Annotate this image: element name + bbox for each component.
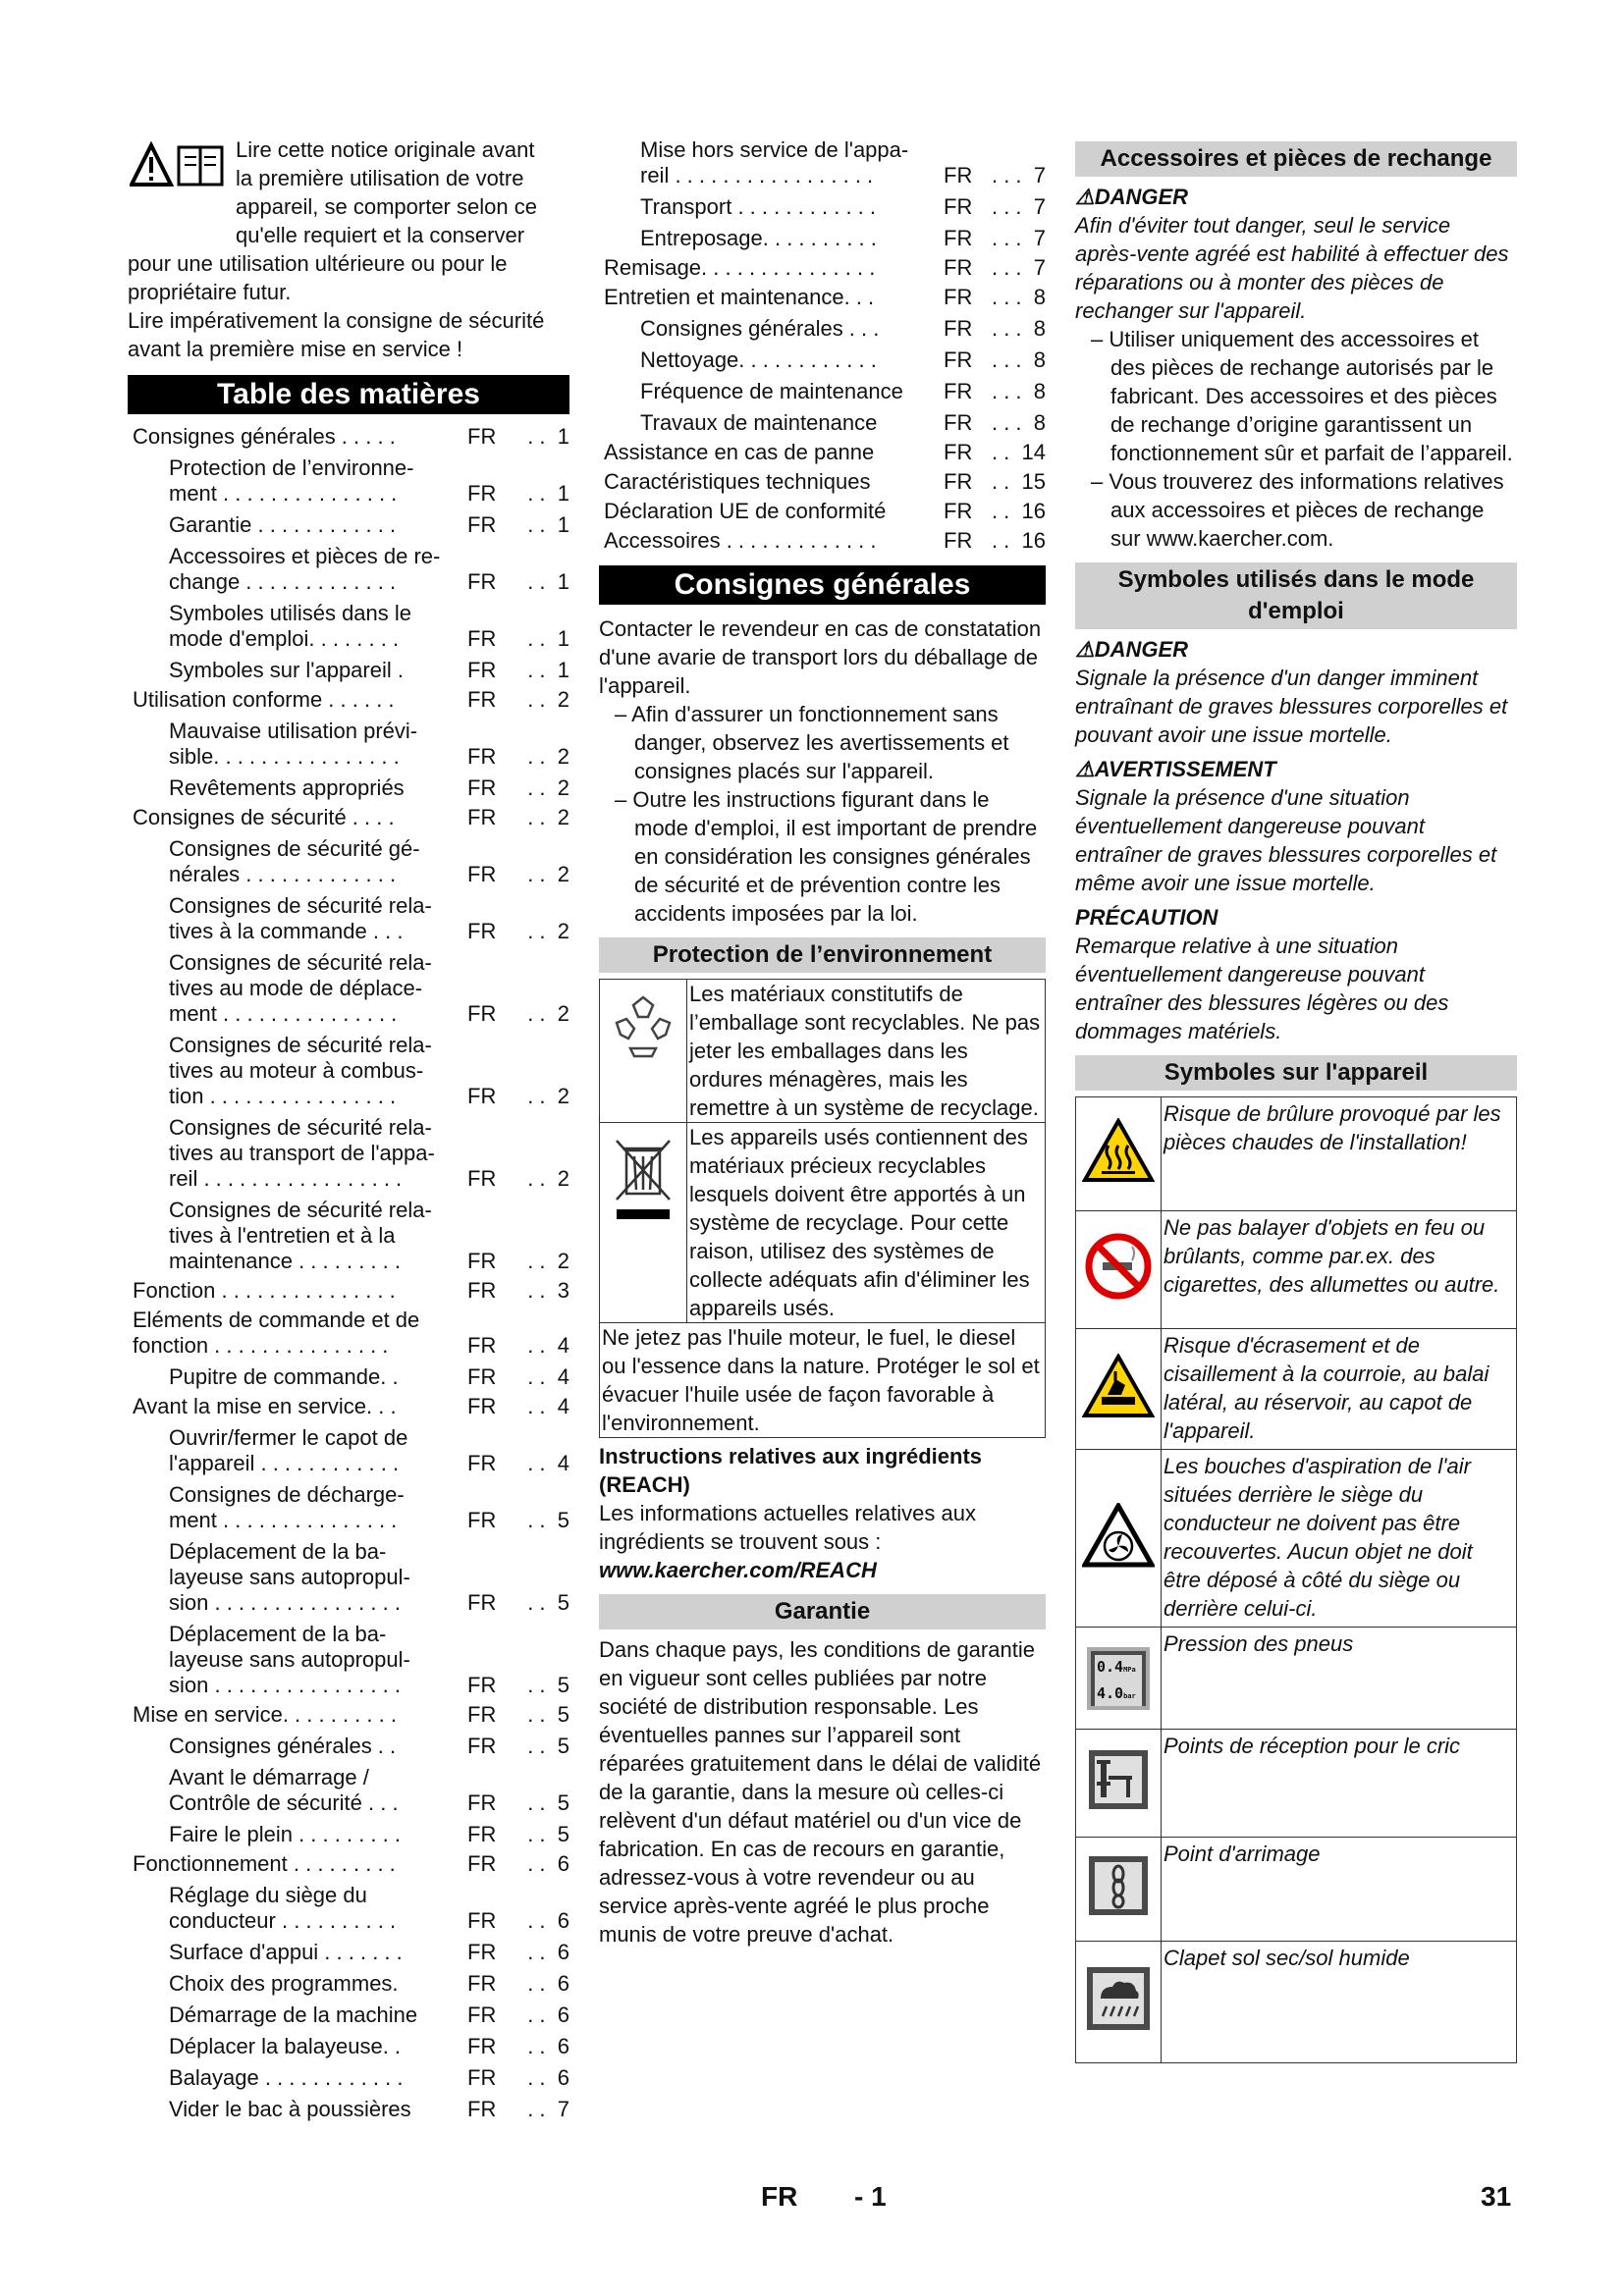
toc-entry-lang: FR: [944, 226, 973, 250]
pressure-value-bar: 4.0: [1097, 1683, 1124, 1702]
toc-entry-page: . . 4: [527, 1451, 569, 1475]
toc-entry[interactable]: [599, 226, 1046, 251]
toc-entry-lang: FR: [467, 1394, 497, 1418]
table-row: [1076, 1211, 1517, 1329]
toc-entry-page: . . 6: [527, 2002, 569, 2027]
toc-entry-page: . . 6: [527, 2034, 569, 2058]
toc-entry-title: Symboles sur l'appareil .: [169, 658, 404, 682]
toc-entry-lang: FR: [467, 1590, 497, 1615]
toc-entry-title: Symboles utilisés dans le mode d'emploi. . . . . . . .: [169, 601, 412, 651]
symbol-text: Pression des pneus: [1162, 1628, 1517, 1730]
toc-entry-title: Fonctionnement . . . . . . . . .: [133, 1851, 396, 1876]
toc-entry-title: Consignes générales . .: [169, 1734, 397, 1758]
toc-entry[interactable]: [128, 1482, 569, 1533]
toc-entry[interactable]: [599, 255, 1046, 281]
consignes-bullet: – Outre les instructions figurant dans le mode d'emploi, il est important de prendre en considération les consignes générales de sécurité et de prévention contre les accidents imposées par la loi.: [615, 787, 1038, 926]
danger-text: Afin d'éviter tout danger, seul le service après-vente agréé est habilité à effectuer des réparations ou à monter des pièces de rechanger sur l'appareil.: [1075, 213, 1509, 323]
intro-line: la première utilisation de votre: [236, 166, 524, 190]
toc-entry-page: . . . 8: [991, 316, 1046, 341]
toc-entry-lang: FR: [467, 1508, 497, 1532]
toc-entry[interactable]: [128, 1364, 569, 1390]
toc-entry[interactable]: [128, 1734, 569, 1759]
environment-table: [599, 979, 1046, 1438]
footer-language: FR: [761, 2181, 798, 2212]
intro-line: qu'elle requiert et la conserver: [236, 223, 525, 247]
toc-entry-title: Consignes de décharge- ment . . . . . . . . . . . . . . .: [169, 1482, 405, 1532]
toc-entry-title: Assistance en cas de panne: [604, 440, 875, 464]
toc-entry[interactable]: [599, 347, 1046, 373]
toc-entry-page: . . 2: [527, 744, 569, 769]
toc-entry-page: . . 16: [991, 528, 1046, 553]
toc-entry-title: Revêtements appropriés: [169, 775, 405, 800]
avertissement-heading: [1075, 755, 1517, 783]
warning-triangle-icon: [132, 145, 171, 185]
toc-entry[interactable]: [128, 1883, 569, 1934]
toc-list-continued: [599, 137, 1046, 554]
toc-entry[interactable]: [128, 1115, 569, 1192]
toc-entry[interactable]: [128, 544, 569, 595]
toc-entry-page: . . 2: [527, 1084, 569, 1108]
toc-entry-lang: FR: [467, 626, 497, 651]
bullet-text: Vous trouverez des informations relatives aux accessoires et pièces de rechange sur www.kaercher.com.: [1109, 469, 1504, 551]
toc-entry-title: Déplacer la balayeuse. .: [169, 2034, 402, 2058]
toc-entry-lang: FR: [467, 1734, 497, 1758]
toc-entry[interactable]: [599, 316, 1046, 342]
table-row: [1076, 1450, 1517, 1628]
toc-entry-page: . . 1: [527, 569, 569, 594]
toc-entry[interactable]: [128, 1622, 569, 1698]
toc-entry-page: . . . 8: [991, 379, 1046, 403]
garantie-text: Dans chaque pays, les conditions de garantie en vigueur sont celles publiées par notre société de distribution responsable. Les éventuelles pannes sur l’appareil sont réparées gratuitement dans le délai de validité de la garantie, dans la mesure où celles-ci relèvent d'un défaut matériel ou d'un vice de fabrication. En cas de recours en garantie, adressez-vous à votre revendeur ou au service après-vente agréé le plus proche munis de votre preuve d'achat.: [599, 1637, 1042, 1947]
toc-entry-page: . . 2: [527, 687, 569, 712]
toc-entry-page: . . 5: [527, 1702, 569, 1727]
toc-entry[interactable]: [599, 285, 1046, 310]
toc-entry-lang: FR: [467, 1364, 497, 1389]
toc-entry[interactable]: [128, 1425, 569, 1476]
toc-entry-lang: FR: [944, 194, 973, 219]
toc-entry-lang: FR: [944, 379, 973, 403]
toc-entry-page: . . 1: [527, 481, 569, 506]
toc-entry-lang: FR: [467, 424, 497, 449]
symbol-text: Clapet sol sec/sol humide: [1162, 1942, 1517, 2063]
toc-entry[interactable]: [128, 2065, 569, 2091]
environment-text-3: Ne jetez pas l'huile moteur, le fuel, le diesel ou l'essence dans la nature. Protéger le sol et évacuer l'huile usée de façon favorable à l'environnement.: [600, 1323, 1046, 1438]
toc-entry-lang: FR: [944, 410, 973, 435]
toc-entry-page: . . 6: [527, 1940, 569, 1964]
toc-entry-title: Surface d'appui . . . . . . .: [169, 1940, 403, 1964]
toc-entry-title: Mauvaise utilisation prévi- sible. . . . . . . . . . . . . . . .: [169, 719, 418, 769]
toc-entry-title: Remisage. . . . . . . . . . . . . . .: [604, 255, 876, 280]
toc-entry-lang: FR: [467, 1673, 497, 1697]
toc-entry-page: . . 5: [527, 1590, 569, 1615]
toc-entry-title: Transport . . . . . . . . . . . .: [640, 194, 877, 219]
toc-entry-page: . . 6: [527, 2065, 569, 2090]
toc-entry-title: Avant la mise en service. . .: [133, 1394, 397, 1418]
pressure-unit-mpa: MPa: [1123, 1665, 1136, 1674]
toc-entry-page: . . 5: [527, 1673, 569, 1697]
toc-entry-title: Nettoyage. . . . . . . . . . . .: [640, 347, 877, 372]
warning-triangle-icon: ⚠: [1075, 185, 1095, 209]
toc-entry[interactable]: [128, 455, 569, 507]
toc-entry-page: . . 3: [527, 1278, 569, 1303]
toc-entry[interactable]: [128, 893, 569, 944]
toc-entry-title: Consignes de sécurité gé- nérales . . . . . . . . . . . . .: [169, 836, 420, 886]
toc-entry[interactable]: [128, 1033, 569, 1109]
bullet-text: Outre les instructions figurant dans le mode d'emploi, il est important de prendre en considération les consignes générales de sécurité et de prévention contre les accidents imposées par la loi.: [632, 787, 1038, 926]
toc-entry-lang: FR: [944, 499, 973, 523]
toc-entry-title: Vider le bac à poussières: [169, 2097, 411, 2121]
toc-entry-page: . . 14: [991, 440, 1046, 464]
reach-link[interactable]: www.kaercher.com/REACH: [599, 1558, 877, 1582]
toc-entry-title: Balayage . . . . . . . . . . . .: [169, 2065, 404, 2090]
intro-line: appareil, se comporter selon ce: [236, 194, 537, 219]
section-title-symboles-appareil: Symboles sur l'appareil: [1075, 1055, 1517, 1091]
footer-page-number: 31: [1481, 2181, 1512, 2212]
toc-entry-page: . . 2: [527, 862, 569, 886]
toc-entry-title: Consignes générales . . .: [640, 316, 880, 341]
toc-entry-lang: FR: [467, 744, 497, 769]
consignes-bullet: – Afin d'assurer un fonctionnement sans danger, observez les avertissements et consignes placés sur l'appareil.: [615, 702, 1009, 783]
toc-entry-lang: FR: [944, 163, 973, 187]
toc-entry[interactable]: [128, 601, 569, 652]
toc-entry-title: Utilisation conforme . . . . . .: [133, 687, 395, 712]
toc-entry[interactable]: [599, 194, 1046, 220]
toc-entry-lang: FR: [944, 316, 973, 341]
toc-entry-page: . . 4: [527, 1394, 569, 1418]
toc-entry-lang: FR: [944, 469, 973, 494]
toc-entry-lang: FR: [944, 440, 973, 464]
toc-entry-page: . . 1: [527, 626, 569, 651]
toc-entry[interactable]: [128, 805, 569, 830]
environment-text-1: Les matériaux constitutifs de l’emballage sont recyclables. Ne pas jeter les emballages dans les ordures ménagères, mais les remettre à un système de recyclage.: [687, 980, 1046, 1123]
toc-entry[interactable]: [128, 658, 569, 683]
toc-entry[interactable]: [128, 775, 569, 801]
crush-hazard-icon: [1076, 1329, 1162, 1450]
reach-title: Instructions relatives aux ingrédients (REACH): [599, 1444, 983, 1497]
bullet-text: Afin d'assurer un fonctionnement sans danger, observez les avertissements et consignes placés sur l'appareil.: [631, 702, 1009, 783]
section-title-consignes: Consignes générales: [599, 565, 1046, 605]
toc-entry-title: Consignes de sécurité rela- tives à la commande . . .: [169, 893, 432, 943]
warning-triangle-icon: ⚠: [1075, 637, 1095, 662]
accessoires-bullet: – Vous trouverez des informations relatives aux accessoires et pièces de rechange sur www.kaercher.com.: [1091, 469, 1504, 551]
table-row: [1076, 1329, 1517, 1450]
toc-entry-lang: FR: [467, 1790, 497, 1815]
toc-entry-lang: FR: [467, 1333, 497, 1358]
toc-entry-lang: FR: [467, 862, 497, 886]
danger-heading: [1075, 183, 1517, 211]
toc-entry-lang: FR: [467, 1249, 497, 1273]
reach-text: Les informations actuelles relatives aux ingrédients se trouvent sous :: [599, 1501, 976, 1554]
toc-entry-lang: FR: [467, 1084, 497, 1108]
toc-entry-page: . . . 8: [991, 410, 1046, 435]
toc-entry-lang: FR: [467, 2097, 497, 2121]
toc-entry-title: Caractéristiques techniques: [604, 469, 871, 494]
toc-entry[interactable]: [128, 1940, 569, 1965]
danger-heading: [1075, 635, 1517, 664]
toc-entry-lang: FR: [467, 2065, 497, 2090]
column-2: [599, 135, 1046, 1949]
danger-text: Signale la présence d'un danger imminent entraînant de graves blessures corporelles et pouvant avoir une issue mortelle.: [1075, 666, 1508, 747]
manual-book-icon: [179, 147, 222, 185]
avertissement-label: AVERTISSEMENT: [1094, 757, 1276, 781]
toc-entry[interactable]: [128, 1198, 569, 1274]
toc-entry[interactable]: [599, 469, 1046, 495]
toc-entry-title: Fonction . . . . . . . . . . . . . . .: [133, 1278, 396, 1303]
toc-entry[interactable]: [128, 1278, 569, 1304]
toc-entry-title: Consignes de sécurité . . . .: [133, 805, 395, 829]
toc-entry-lang: FR: [467, 1940, 497, 1964]
toc-entry-lang: FR: [944, 528, 973, 553]
toc-entry-title: Travaux de maintenance: [640, 410, 878, 435]
toc-entry-page: . . 2: [527, 1249, 569, 1273]
intro-text-2: Lire impérativement la consigne de sécurité avant la première mise en service !: [128, 308, 545, 361]
dry-wet-flap-icon: [1076, 1942, 1162, 2063]
toc-entry-title: Fréquence de maintenance: [640, 379, 903, 403]
toc-entry[interactable]: [128, 1765, 569, 1816]
toc-entry-lang: FR: [944, 285, 973, 309]
toc-entry-lang: FR: [467, 687, 497, 712]
toc-entry[interactable]: [599, 440, 1046, 465]
toc-entry-page: . . 6: [527, 1908, 569, 1933]
toc-entry-title: Consignes générales . . . . .: [133, 424, 396, 449]
crossed-bin-icon: [600, 1123, 687, 1323]
toc-entry-page: . . 5: [527, 1734, 569, 1758]
toc-entry-title: Entreposage. . . . . . . . . .: [640, 226, 877, 250]
toc-entry-page: . . 2: [527, 919, 569, 943]
toc-entry-title: Déplacement de la ba- layeuse sans autopropul- sion . . . . . . . . . . . . . . . .: [169, 1622, 410, 1697]
column-3: [1075, 135, 1517, 2063]
table-row: [1076, 1730, 1517, 1838]
tie-down-icon: [1076, 1838, 1162, 1942]
table-row: [600, 1323, 1046, 1438]
toc-entry[interactable]: [128, 1971, 569, 1997]
toc-entry[interactable]: [599, 499, 1046, 524]
toc-entry-lang: FR: [467, 1166, 497, 1191]
precaution-text: Remarque relative à une situation éventuellement dangereuse pouvant entraîner des blessures légères ou des dommages matériels.: [1075, 934, 1449, 1043]
toc-entry-page: . . 2: [527, 775, 569, 800]
toc-entry[interactable]: [128, 2002, 569, 2028]
column-1: [128, 135, 569, 2122]
toc-entry[interactable]: [128, 1394, 569, 1419]
toc-entry[interactable]: [128, 1539, 569, 1616]
danger-label: DANGER: [1094, 637, 1189, 662]
symbol-text: Point d'arrimage: [1162, 1838, 1517, 1942]
toc-entry-lang: FR: [467, 1001, 497, 1026]
accessoires-bullet: – Utiliser uniquement des accessoires et des pièces de rechange autorisés par le fabricant. Des accessoires et des pièces de rechange d’origine garantissent un fonctionnement sûr et parfait de l’appareil.: [1091, 327, 1513, 465]
toc-entry-lang: FR: [944, 347, 973, 372]
section-title-symboles-mode: Symboles utilisés dans le mode d'emploi: [1075, 562, 1517, 629]
tyre-pressure-icon: [1076, 1628, 1162, 1730]
toc-entry-title: Eléments de commande et de fonction . . . . . . . . . . . . . . .: [133, 1308, 420, 1358]
symbol-text: Points de réception pour le cric: [1162, 1730, 1517, 1838]
toc-entry-lang: FR: [467, 1278, 497, 1303]
toc-entry-title: Pupitre de commande. .: [169, 1364, 399, 1389]
toc-list: [128, 424, 569, 2122]
toc-entry-lang: FR: [467, 1451, 497, 1475]
intro-line: Lire cette notice originale avant: [236, 137, 535, 162]
toc-entry-title: Protection de l’environne- ment . . . . . . . . . . . . . . .: [169, 455, 414, 506]
consignes-paragraph: Contacter le revendeur en cas de constatation d'une avarie de transport lors du déballage de l'appareil.: [599, 616, 1042, 698]
toc-entry[interactable]: [128, 1702, 569, 1728]
toc-entry-page: . . 1: [527, 658, 569, 682]
toc-entry-lang: FR: [467, 2034, 497, 2058]
toc-entry[interactable]: [128, 2034, 569, 2059]
jack-point-icon: [1076, 1730, 1162, 1838]
hot-surface-icon: [1076, 1097, 1162, 1211]
toc-entry[interactable]: [128, 1851, 569, 1877]
toc-entry[interactable]: [128, 836, 569, 887]
intro: [128, 135, 569, 363]
toc-entry-page: . . 1: [527, 512, 569, 537]
toc-entry[interactable]: [599, 528, 1046, 554]
toc-entry-lang: FR: [467, 1851, 497, 1876]
toc-entry[interactable]: [128, 512, 569, 538]
toc-entry-title: Accessoires . . . . . . . . . . . . .: [604, 528, 877, 553]
warning-triangle-icon: ⚠: [1075, 757, 1095, 781]
toc-entry-lang: FR: [467, 1971, 497, 1996]
toc-entry-lang: FR: [467, 775, 497, 800]
symbols-table: [1075, 1096, 1517, 2063]
toc-entry[interactable]: [128, 1308, 569, 1359]
table-row: [600, 980, 1046, 1123]
toc-entry[interactable]: [599, 410, 1046, 436]
symbol-text: Ne pas balayer d'objets en feu ou brûlants, comme par.ex. des cigarettes, des allumettes ou autre.: [1162, 1211, 1517, 1329]
toc-entry-title: Consignes de sécurité rela- tives au mode de déplace- ment . . . . . . . . . . . . . . .: [169, 950, 432, 1026]
toc-entry-page: . . 6: [527, 1851, 569, 1876]
toc-entry-title: Consignes de sécurité rela- tives au transport de l'appa- reil . . . . . . . . . . . . . . . . .: [169, 1115, 435, 1191]
toc-entry-page: . . 2: [527, 805, 569, 829]
toc-entry-lang: FR: [467, 1702, 497, 1727]
toc-entry-page: . . 16: [991, 499, 1046, 523]
toc-entry-lang: FR: [467, 481, 497, 506]
avertissement-text: Signale la présence d'une situation éventuellement dangereuse pouvant entraîner de graves blessures corporelles et même avoir une issue mortelle.: [1075, 785, 1497, 895]
toc-entry-title: Déclaration UE de conformité: [604, 499, 887, 523]
toc-entry-title: Déplacement de la ba- layeuse sans autopropul- sion . . . . . . . . . . . . . . . .: [169, 1539, 410, 1615]
section-title-environnement: Protection de l’environnement: [599, 937, 1046, 973]
toc-entry-page: . . . 7: [991, 255, 1046, 280]
environment-text-2: Les appareils usés contiennent des matériaux précieux recyclables lesquels doivent être apportés à un système de recyclage. Pour cette raison, utilisez des systèmes de collecte adéquats afin d'éliminer les appareils usés.: [687, 1123, 1046, 1323]
table-row: [1076, 1942, 1517, 2063]
table-row: [1076, 1097, 1517, 1211]
toc-entry-lang: FR: [467, 658, 497, 682]
table-row: [1076, 1628, 1517, 1730]
symbol-text: Risque de brûlure provoqué par les pièces chaudes de l'installation!: [1162, 1097, 1517, 1211]
toc-entry-page: . . 2: [527, 1001, 569, 1026]
toc-entry-page: . . . 7: [991, 226, 1046, 250]
toc-entry-title: Consignes de sécurité rela- tives au moteur à combus- tion . . . . . . . . . . . . . . . .: [169, 1033, 432, 1108]
toc-entry-page: . . . 8: [991, 347, 1046, 372]
toc-entry[interactable]: [599, 379, 1046, 404]
toc-entry-lang: FR: [944, 255, 973, 280]
table-row: [1076, 1838, 1517, 1942]
toc-entry-title: Mise hors service de l'appa- reil . . . . . . . . . . . . . . . . .: [640, 137, 909, 187]
toc-entry-lang: FR: [467, 1822, 497, 1846]
toc-entry-page: . . 7: [527, 2097, 569, 2121]
toc-entry-page: . . 2: [527, 1166, 569, 1191]
toc-entry-lang: FR: [467, 805, 497, 829]
pressure-value-mpa: 0.4: [1097, 1657, 1124, 1676]
toc-entry-title: Faire le plein . . . . . . . . .: [169, 1822, 401, 1846]
toc-entry-page: . . 6: [527, 1971, 569, 1996]
symbol-text: Risque d'écrasement et de cisaillement à la courroie, au balai latéral, au réservoir, au capot de l'appareil.: [1162, 1329, 1517, 1450]
toc-entry-title: Réglage du siège du conducteur . . . . . . . . . .: [169, 1883, 397, 1933]
toc-entry-lang: FR: [467, 569, 497, 594]
table-row: [600, 1123, 1046, 1323]
toc-entry[interactable]: [599, 137, 1046, 188]
section-title-accessoires: Accessoires et pièces de rechange: [1075, 141, 1517, 177]
toc-entry-title: Consignes de sécurité rela- tives à l'entretien et à la maintenance . . . . . . . . .: [169, 1198, 432, 1273]
footer-local-page: - 1: [854, 2181, 887, 2212]
pressure-unit-bar: bar: [1123, 1691, 1136, 1700]
toc-entry-page: . . 5: [527, 1508, 569, 1532]
toc-entry-title: Garantie . . . . . . . . . . . .: [169, 512, 397, 537]
recycling-icon: [600, 980, 687, 1123]
toc-entry-page: . . 15: [991, 469, 1046, 494]
toc-entry-lang: FR: [467, 2002, 497, 2027]
toc-entry-page: . . 5: [527, 1790, 569, 1815]
toc-entry[interactable]: [128, 1822, 569, 1847]
precaution-heading: PRÉCAUTION: [1075, 905, 1218, 930]
warning-manual-icons: [130, 141, 228, 190]
toc-entry[interactable]: [128, 950, 569, 1027]
bullet-text: Utiliser uniquement des accessoires et des pièces de rechange autorisés par le fabricant. Des accessoires et des pièces de rechange d’origine garantissent un fonctionnement sûr et parfait de l’appareil.: [1109, 327, 1513, 465]
toc-entry-page: . . 1: [527, 424, 569, 449]
danger-label: DANGER: [1094, 185, 1189, 209]
intro-text: pour une utilisation ultérieure ou pour le propriétaire futur.: [128, 251, 508, 304]
toc-title: Table des matières: [128, 375, 569, 414]
toc-entry-page: . . 5: [527, 1822, 569, 1846]
toc-entry[interactable]: [128, 719, 569, 770]
toc-entry-title: Démarrage de la machine: [169, 2002, 418, 2027]
toc-entry-title: Entretien et maintenance. . .: [604, 285, 875, 309]
toc-entry-page: . . . 7: [991, 163, 1046, 187]
toc-entry-title: Accessoires et pièces de re- change . . . . . . . . . . . . .: [169, 544, 441, 594]
toc-entry-lang: FR: [467, 919, 497, 943]
toc-entry-page: . . 4: [527, 1333, 569, 1358]
toc-entry-lang: FR: [467, 1908, 497, 1933]
no-burning-objects-icon: [1076, 1211, 1162, 1329]
toc-entry-title: Mise en service. . . . . . . . . .: [133, 1702, 397, 1727]
toc-entry-lang: FR: [467, 512, 497, 537]
toc-entry-title: Avant le démarrage / Contrôle de sécurité . . .: [169, 1765, 399, 1815]
toc-entry-page: . . . 8: [991, 285, 1046, 309]
toc-entry-page: . . 4: [527, 1364, 569, 1389]
toc-entry-title: Ouvrir/fermer le capot de l'appareil . . . . . . . . . . . .: [169, 1425, 408, 1475]
toc-entry-title: Choix des programmes.: [169, 1971, 399, 1996]
toc-entry-page: . . . 7: [991, 194, 1046, 219]
section-title-garantie: Garantie: [599, 1594, 1046, 1629]
toc-entry[interactable]: [128, 424, 569, 450]
toc-entry[interactable]: [128, 2097, 569, 2122]
symbol-text: Les bouches d'aspiration de l'air situées derrière le siège du conducteur ne doivent pas être recouvertes. Aucun objet ne doit être déposé à côté du siège ou derrière celui-ci.: [1162, 1450, 1517, 1628]
toc-entry[interactable]: [128, 687, 569, 713]
fan-warning-icon: [1076, 1450, 1162, 1628]
